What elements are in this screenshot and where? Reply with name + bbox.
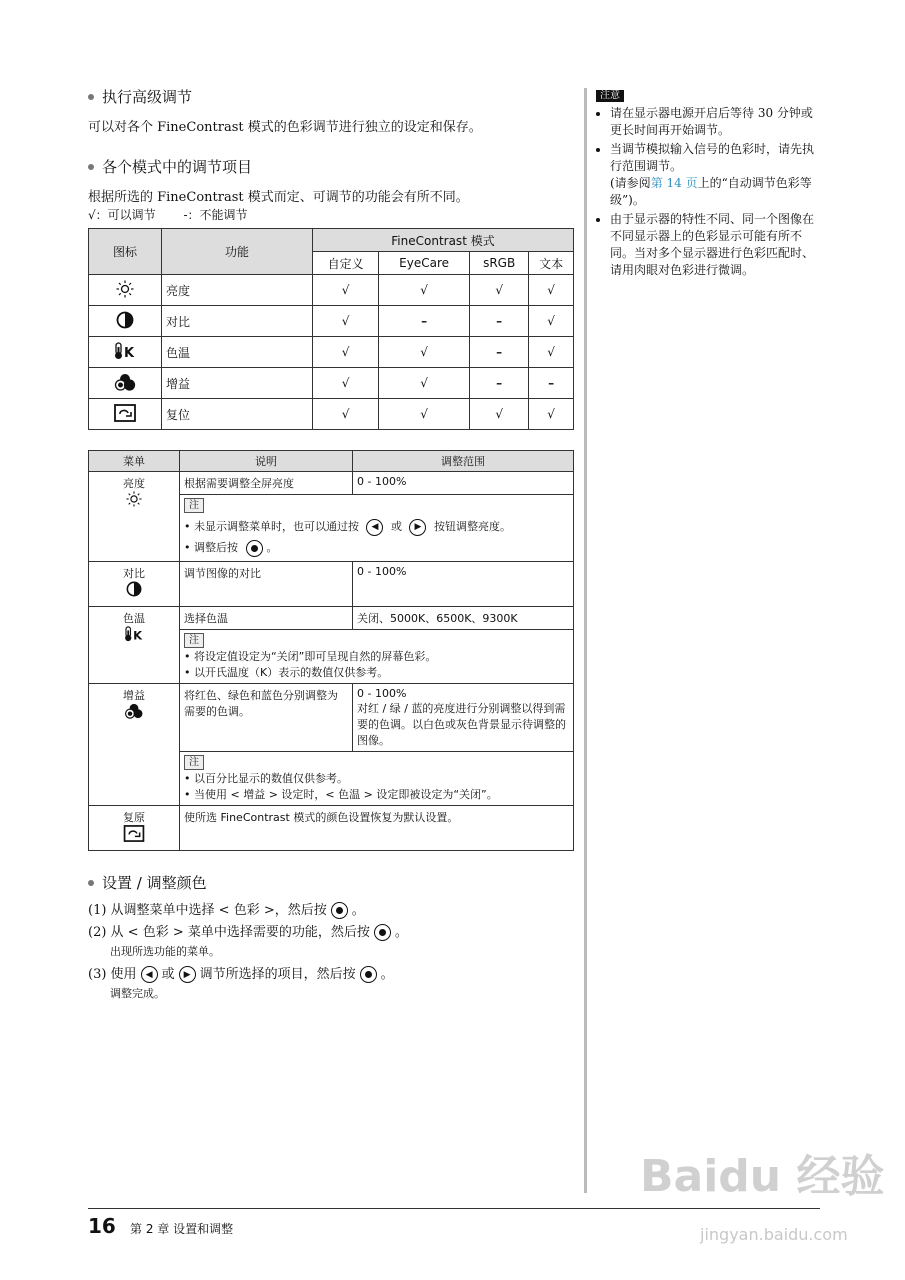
menu-label: 对比 xyxy=(123,567,145,580)
left-arrow-button-icon: ◀ xyxy=(366,519,383,536)
cell: √ xyxy=(313,368,379,399)
range-detail: 对红 / 绿 / 蓝的亮度进行分别调整以得到需要的色调。以白色或灰色背景显示待调整的图像。 xyxy=(357,702,566,747)
step-text: (2) 从 < 色彩 > 菜单中选择需要的功能，然后按 xyxy=(88,925,370,940)
cell: √ xyxy=(313,399,379,430)
gain-icon xyxy=(89,368,162,399)
note-line: • 以百分比显示的数值仅供参考。 xyxy=(184,772,348,785)
header-desc: 说明 xyxy=(180,451,353,472)
range-value: 0 - 100% xyxy=(357,687,407,700)
header-modes: FineContrast 模式 xyxy=(313,229,574,252)
note-item xyxy=(610,141,818,209)
menu-label: 复原 xyxy=(123,811,145,824)
header-mode: sRGB xyxy=(470,252,529,275)
note-cell xyxy=(180,630,574,684)
header-mode: 自定义 xyxy=(313,252,379,275)
function-label: 亮度 xyxy=(162,275,313,306)
step-1: (1) 从调整菜单中选择 < 色彩 >，然后按 。 xyxy=(88,903,365,918)
note-tag: 注 xyxy=(184,755,204,770)
cell: √ xyxy=(529,399,574,430)
header-function: 功能 xyxy=(162,229,313,275)
left-arrow-button-icon: ◀ xyxy=(141,966,158,983)
note-item: • 请在显示器电源开启后等待 30 分钟或更长时间再开始调节。 xyxy=(610,105,818,139)
table-row xyxy=(89,368,574,399)
function-label: 对比 xyxy=(162,306,313,337)
table-row xyxy=(89,806,574,851)
heading-text: 执行高级调节 xyxy=(102,88,193,106)
header-menu: 菜单 xyxy=(89,451,180,472)
right-arrow-button-icon: ▶ xyxy=(409,519,426,536)
cell: √ xyxy=(313,275,379,306)
step-2: (2) 从 < 色彩 > 菜单中选择需要的功能，然后按 。 xyxy=(88,925,408,940)
sidebar-notes xyxy=(596,86,818,281)
note-tag: 注 xyxy=(184,498,204,513)
note-line: • 将设定值设定为“关闭”即可呈现自然的屏幕色彩。 xyxy=(184,650,437,663)
note-line xyxy=(184,516,569,538)
mode-function-table xyxy=(88,228,574,430)
note-text: 按钮调整亮度。 xyxy=(433,520,511,533)
table-row xyxy=(89,472,574,495)
watermark-logo: Baidu 经验 xyxy=(640,1151,885,1202)
sun-icon xyxy=(93,491,175,510)
cell: √ xyxy=(313,306,379,337)
menu-label: 色温 xyxy=(123,612,145,625)
cell: √ xyxy=(379,275,470,306)
note-tag: 注 xyxy=(184,633,204,648)
range-cell xyxy=(353,684,574,752)
table-row xyxy=(89,684,574,752)
cell: √ xyxy=(379,337,470,368)
note-line: • 当使用 < 增益 > 设定时，< 色温 > 设定即被设定为“关闭”。 xyxy=(184,788,498,801)
cell: √ xyxy=(529,337,574,368)
right-arrow-button-icon: ▶ xyxy=(179,966,196,983)
cell: √ xyxy=(379,399,470,430)
attention-tag: 注意 xyxy=(596,90,624,102)
function-label: 增益 xyxy=(162,368,313,399)
gain-icon xyxy=(93,703,175,722)
temperature-icon xyxy=(89,337,162,368)
section-heading-set xyxy=(88,872,207,893)
cell: – xyxy=(470,337,529,368)
step-text: 或 xyxy=(161,967,175,982)
legend-text: √：可以调节 -：不能调节 xyxy=(88,208,248,222)
sun-icon xyxy=(89,275,162,306)
cell: √ xyxy=(529,306,574,337)
desc-cell: 根据需要调整全屏亮度 xyxy=(180,472,353,495)
menu-label: 增益 xyxy=(123,689,145,702)
notes-list xyxy=(596,105,818,279)
svg-text:K: K xyxy=(133,628,143,642)
svg-text:K: K xyxy=(124,345,135,360)
step-3-result: 调整完成。 xyxy=(110,987,165,1000)
step-text: (1) 从调整菜单中选择 < 色彩 >，然后按 xyxy=(88,903,327,918)
temperature-icon xyxy=(93,626,175,645)
section-heading-advanced xyxy=(88,86,192,107)
cell: – xyxy=(529,368,574,399)
menu-cell xyxy=(89,806,180,851)
menu-cell xyxy=(89,472,180,562)
note-text: (请参阅 xyxy=(610,176,651,190)
header-mode: EyeCare xyxy=(379,252,470,275)
reset-icon xyxy=(93,825,175,845)
range-cell: 关闭、5000K、6500K、9300K xyxy=(353,607,574,630)
heading-text: 各个模式中的调节项目 xyxy=(102,158,253,176)
header-mode: 文本 xyxy=(529,252,574,275)
cell: √ xyxy=(470,399,529,430)
header-icon: 图标 xyxy=(89,229,162,275)
contrast-icon xyxy=(93,581,175,600)
step-3: (3) 使用 ◀ 或 ▶ 调节所选择的项目，然后按 。 xyxy=(88,967,394,982)
note-text: • 未显示调整菜单时，也可以通过按 xyxy=(184,520,359,533)
bullet-icon xyxy=(88,164,94,170)
column-divider xyxy=(584,88,587,1193)
cell: – xyxy=(470,306,529,337)
bullet-icon xyxy=(88,880,94,886)
note-cell xyxy=(180,752,574,806)
steps-list xyxy=(88,900,408,1006)
table-row xyxy=(89,306,574,337)
menu-cell xyxy=(89,562,180,607)
cell: – xyxy=(379,306,470,337)
function-label: 复位 xyxy=(162,399,313,430)
function-label: 色温 xyxy=(162,337,313,368)
step-text: 调节所选择的项目，然后按 xyxy=(199,967,356,982)
table-row xyxy=(89,399,574,430)
note-line: • 调整后按 。 xyxy=(184,538,569,558)
menu-cell xyxy=(89,607,180,684)
table-row xyxy=(89,562,574,607)
desc-cell: 使所选 FineContrast 模式的颜色设置恢复为默认设置。 xyxy=(180,806,574,851)
bullet-icon xyxy=(88,94,94,100)
table-row xyxy=(89,337,574,368)
desc-cell: 将红色、绿色和蓝色分别调整为需要的色调。 xyxy=(180,684,353,752)
contrast-icon xyxy=(89,306,162,337)
note-line: • 以开氏温度（K）表示的数值仅供参考。 xyxy=(184,666,389,679)
menu-description-table xyxy=(88,450,574,851)
chapter-title: 第 2 章 设置和调整 xyxy=(130,1222,234,1236)
cell: – xyxy=(470,368,529,399)
note-text: 或 xyxy=(390,520,402,533)
header-range: 调整范围 xyxy=(353,451,574,472)
heading-text: 设置 / 调整颜色 xyxy=(102,874,207,892)
desc-cell: 调节图像的对比 xyxy=(180,562,353,607)
cell: √ xyxy=(379,368,470,399)
enter-button-icon xyxy=(331,902,348,919)
paragraph-advanced: 可以对各个 FineContrast 模式的色彩调节进行独立的设定和保存。 xyxy=(88,120,482,135)
note-item: • 由于显示器的特性不同、同一个图像在不同显示器上的色彩显示可能有所不同。当对多个显示器进行色彩匹配时、请用肉眼对色彩进行微调。 xyxy=(610,211,818,279)
enter-button-icon xyxy=(246,540,263,557)
cell: √ xyxy=(529,275,574,306)
note-cell xyxy=(180,495,574,562)
menu-label: 亮度 xyxy=(123,477,145,490)
cell: √ xyxy=(470,275,529,306)
step-2-result: 出现所选功能的菜单。 xyxy=(110,945,220,958)
section-heading-items xyxy=(88,156,252,177)
step-text: (3) 使用 xyxy=(88,967,137,982)
page-link[interactable]: 第 14 页 xyxy=(650,176,698,190)
note-text: 上的“自动调节色彩等级”)。 xyxy=(610,176,812,207)
enter-button-icon xyxy=(374,924,391,941)
watermark-url: jingyan.baidu.com xyxy=(700,1225,848,1244)
note-text: 当调节模拟输入信号的色彩时，请先执行范围调节。 xyxy=(610,142,815,173)
reset-icon xyxy=(89,399,162,430)
note-text: • 调整后按 xyxy=(184,541,238,554)
range-cell: 0 - 100% xyxy=(353,472,574,495)
paragraph-items: 根据所选的 FineContrast 模式而定、可调节的功能会有所不同。 xyxy=(88,190,469,205)
table-row xyxy=(89,275,574,306)
table-row xyxy=(89,607,574,630)
page-number: 16 xyxy=(88,1214,116,1238)
desc-cell: 选择色温 xyxy=(180,607,353,630)
range-cell: 0 - 100% xyxy=(353,562,574,607)
footer-rule xyxy=(88,1208,820,1209)
menu-cell xyxy=(89,684,180,806)
cell: √ xyxy=(313,337,379,368)
enter-button-icon xyxy=(360,966,377,983)
